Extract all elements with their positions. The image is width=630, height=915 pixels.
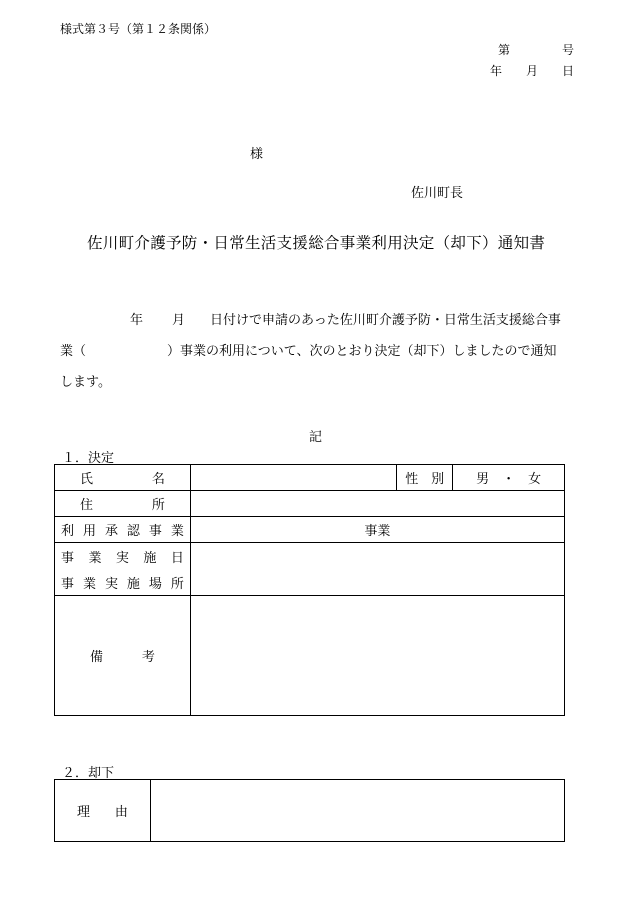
issue-date-month: 月 xyxy=(526,64,539,78)
name-label-cell: 氏 名 xyxy=(55,465,191,491)
reason-value-cell[interactable] xyxy=(150,780,564,842)
body-line3: します。 xyxy=(60,375,111,390)
address-label-cell: 住 所 xyxy=(55,491,191,517)
body-year: 年 xyxy=(130,313,144,328)
service-value-cell[interactable]: 事業 xyxy=(190,517,564,543)
remarks-value-cell[interactable] xyxy=(190,596,564,716)
decision-table xyxy=(54,464,565,716)
section1-heading: １．決定 xyxy=(62,451,115,466)
body-line2: ）事業の利用について、次のとおり決定（却下）しましたので通知 xyxy=(167,344,557,359)
service-label-cell: 利 用 承 認 事 業 xyxy=(55,517,191,543)
sender-title: 佐川町長 xyxy=(411,186,464,201)
issue-date-year: 年 xyxy=(490,64,503,78)
body-month: 月 xyxy=(172,313,186,328)
section2-heading: ２．却下 xyxy=(62,766,115,781)
document-number-label: 第 xyxy=(498,43,511,57)
ki-heading: 記 xyxy=(309,430,323,445)
date-place-value-cell[interactable] xyxy=(190,543,564,596)
form-number: 様式第３号（第１２条関係） xyxy=(60,22,217,36)
date-place-label-cell: 事 業 実 施 日 事 業 実 施 場 所 xyxy=(55,543,191,596)
reason-label-cell: 理 由 xyxy=(55,780,151,842)
remarks-label-cell: 備 考 xyxy=(55,596,191,716)
gender-label-cell: 性 別 xyxy=(397,465,453,491)
body-line2-start: 業（ xyxy=(60,344,87,359)
address-value-cell[interactable] xyxy=(190,491,564,517)
document-number-suffix: 号 xyxy=(562,43,575,57)
addressee-honorific: 様 xyxy=(250,147,264,162)
issue-date-day: 日 xyxy=(562,64,575,78)
name-value-cell[interactable] xyxy=(190,465,396,491)
document-title: 佐川町介護予防・日常生活支援総合事業利用決定（却下）通知書 xyxy=(87,234,546,252)
gender-value-cell[interactable]: 男 ・ 女 xyxy=(453,465,565,491)
rejection-table xyxy=(54,779,565,842)
body-line1: 日付けで申請のあった佐川町介護予防・日常生活支援総合事 xyxy=(210,313,561,328)
